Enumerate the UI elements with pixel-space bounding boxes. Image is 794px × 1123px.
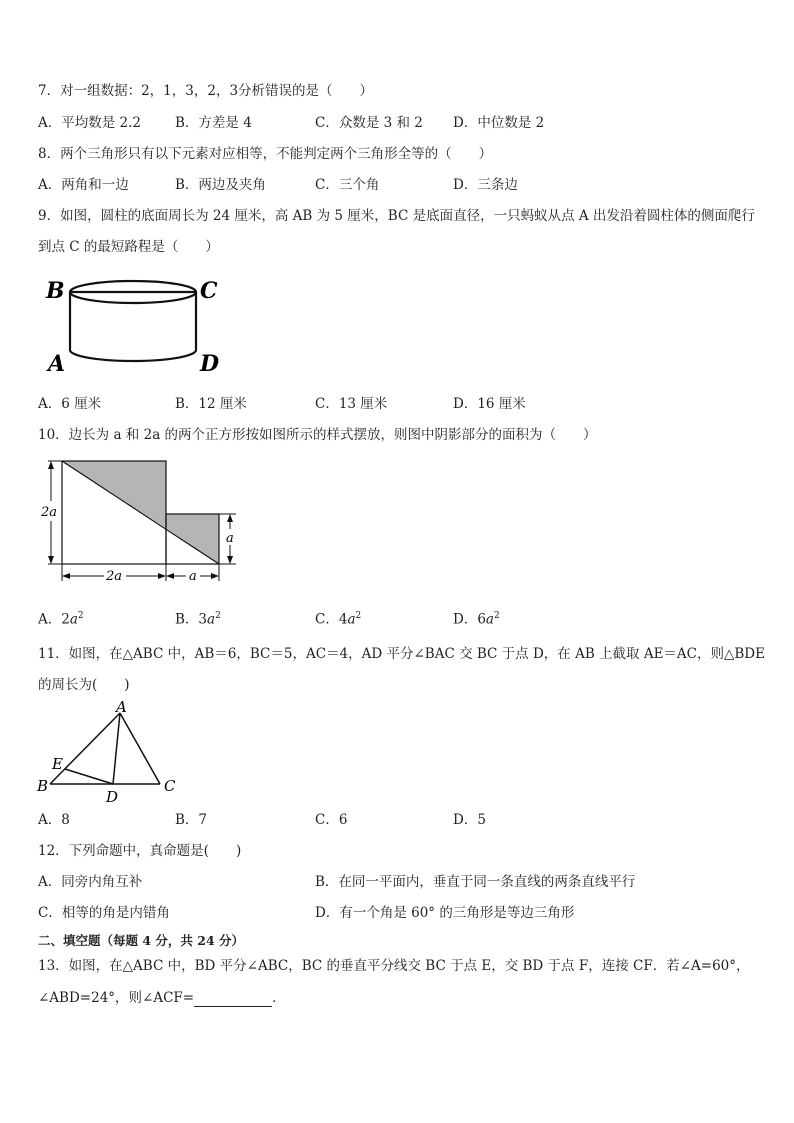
q8-option-a: A．两角和一边 [38,177,129,193]
q7-option-c: C．众数是 3 和 2 [315,115,423,131]
label-right-a: a [226,531,234,546]
q11-triangle-figure [36,696,186,806]
label-bottom-2a: 2a [106,569,123,584]
q13-stem-line1: 13．如图，在△ABC 中，BD 平分∠ABC，BC 的垂直平分线交 BC 于点 E，交 BD 于点 F，连接 CF．若∠A=60°， [38,958,750,974]
q12-stem: 12．下列命题中，真命题是( ) [38,843,242,859]
q9-option-a: A．6 厘米 [38,396,102,412]
q10-stem: 10．边长为 a 和 2a 的两个正方形按如图所示的样式摆放，则图中阴影部分的面积为（ ） [38,427,597,443]
q8-option-d: D．三条边 [453,177,518,193]
q11-stem-line1: 11．如图，在△ABC 中，AB＝6，BC＝5，AC＝4，AD 平分∠BAC 交 BC 于点 D，在 AB 上截取 AE＝AC，则△BDE [38,646,765,662]
q10-option-c: C．$4a^2$ [315,611,362,628]
q8-stem: 8．两个三角形只有以下元素对应相等，不能判定两个三角形全等的（ ） [38,146,493,162]
label-b: B [46,278,65,304]
q8-option-c: C．三个角 [315,177,380,193]
q13-stem-line2: ∠ABD=24°，则∠ACF= ． [38,990,286,1006]
section-heading-fill-blank: 二、填空题（每题 4 分，共 24 分） [38,933,245,948]
label-d: D [200,351,220,377]
q10-squares-figure [38,455,248,590]
q9-stem-line1: 9．如图，圆柱的底面周长为 24 厘米，高 AB 为 5 厘米，BC 是底面直径，一只蚂蚁从点 A 出发沿着圆柱体的侧面爬行 [38,208,755,224]
label-c: C [164,777,176,795]
q11-option-b: B．7 [175,812,208,828]
q9-option-c: C．13 厘米 [315,396,388,412]
q9-option-d: D．16 厘米 [453,396,526,412]
q10-option-b: B．$3a^2$ [175,611,221,628]
q13-answer-blank[interactable] [194,992,272,1007]
q8-option-b: B．两边及夹角 [175,177,266,193]
q12-option-a: A．同旁内角互补 [38,874,143,890]
q11-stem-line2: 的周长为( ) [38,677,130,693]
q12-option-d: D．有一个角是 60° 的三角形是等边三角形 [315,905,575,921]
q9-option-b: B．12 厘米 [175,396,247,412]
label-e: E [52,755,63,773]
label-c: C [200,278,218,304]
q11-option-a: A．8 [38,812,70,828]
q7-option-b: B．方差是 4 [175,115,252,131]
label-a: A [116,698,127,716]
q9-cylinder-figure [40,270,230,380]
q11-option-d: D．5 [453,812,486,828]
q12-option-c: C．相等的角是内错角 [38,905,170,921]
q12-option-b: B．在同一平面内，垂直于同一条直线的两条直线平行 [315,874,636,890]
label-left-2a: 2a [41,505,58,520]
q10-option-d: D．$6a^2$ [453,611,500,628]
q10-option-a: A．$2a^2$ [38,611,84,628]
label-a: A [48,351,66,377]
q11-option-c: C．6 [315,812,348,828]
q7-option-d: D．中位数是 2 [453,115,545,131]
label-bottom-a: a [189,569,197,584]
label-d: D [106,788,119,806]
q9-stem-line2: 到点 C 的最短路程是（ ） [38,239,219,255]
label-b: B [37,777,49,795]
q7-option-a: A．平均数是 2.2 [38,115,142,131]
q7-stem: 7．对一组数据：2，1，3，2，3分析错误的是（ ） [38,83,374,99]
